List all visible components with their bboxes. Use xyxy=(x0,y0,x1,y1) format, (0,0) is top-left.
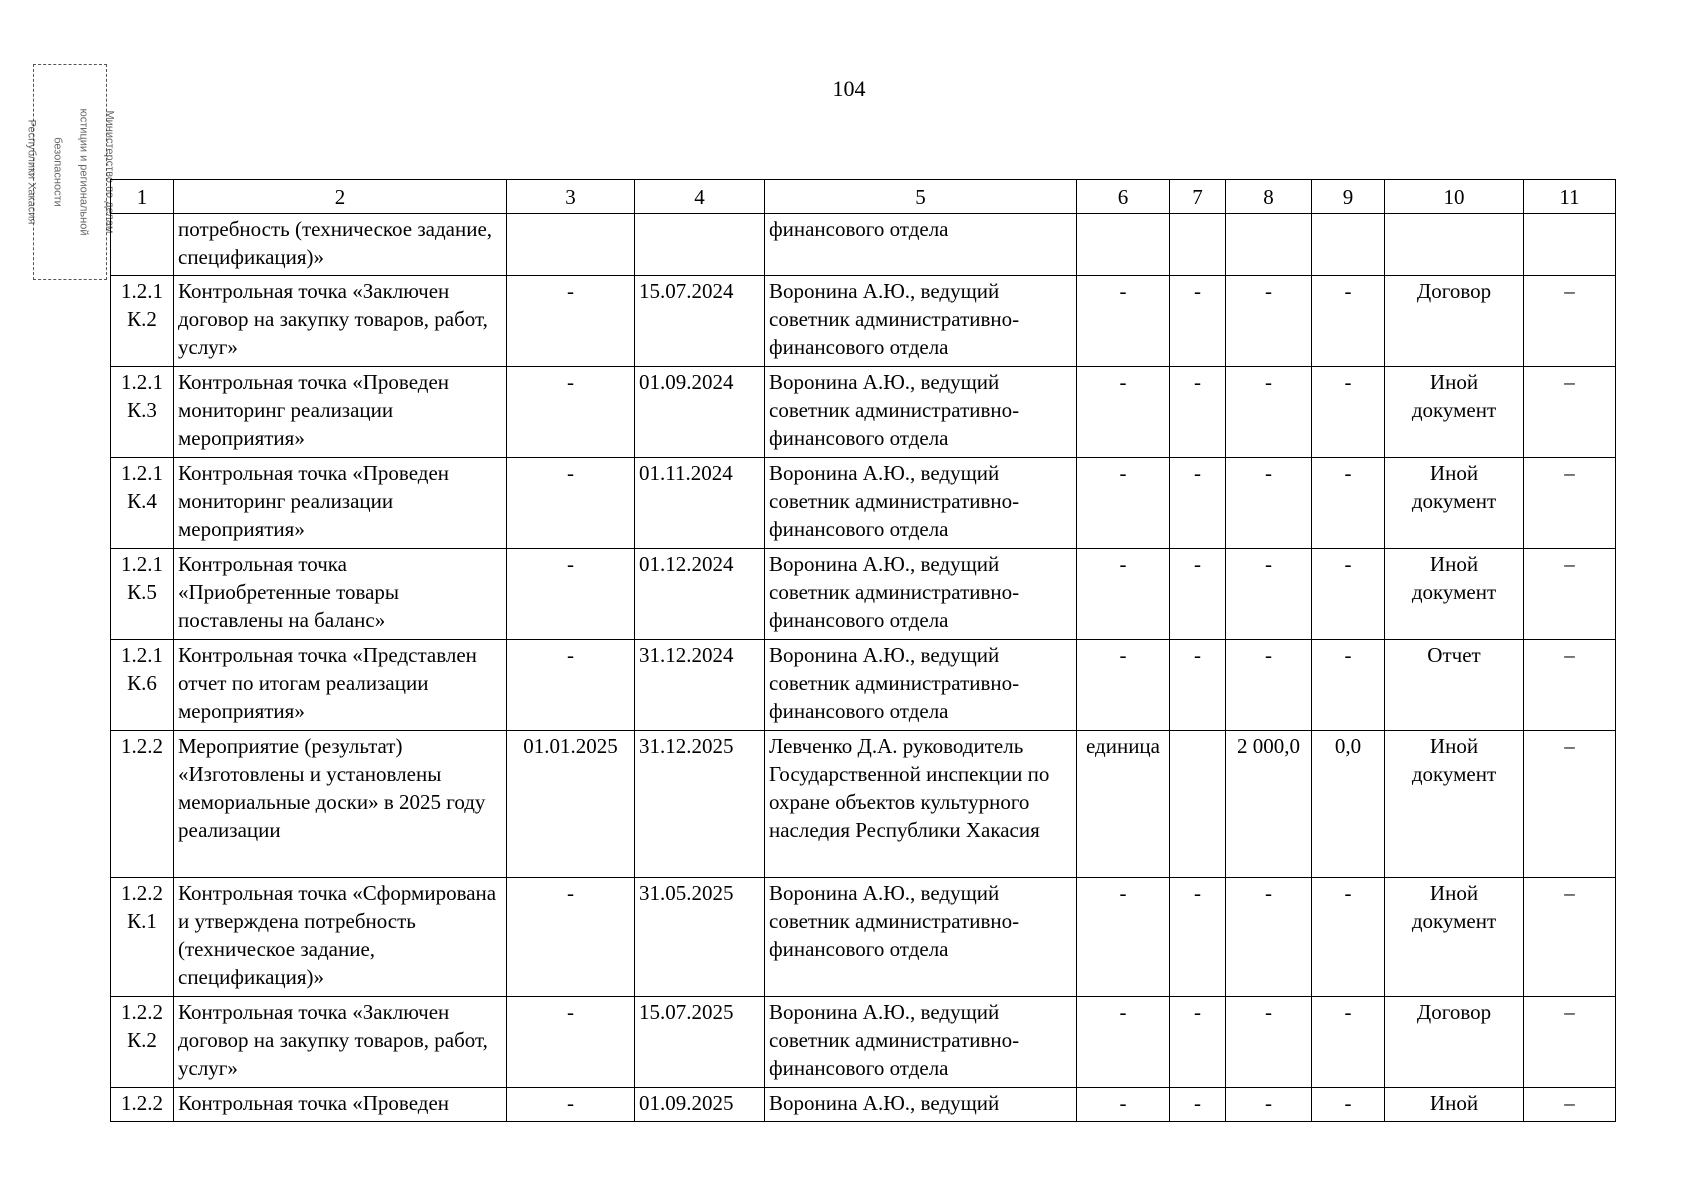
table-cell: – xyxy=(1524,1088,1616,1122)
table-cell: Воронина А.Ю., ведущий советник административно-финансового отдела xyxy=(765,878,1077,997)
table-cell: 1.2.2 xyxy=(111,1088,174,1122)
table-cell: 31.12.2024 xyxy=(635,640,765,731)
table-cell xyxy=(111,214,174,276)
table-cell: - xyxy=(507,1088,635,1122)
column-header: 7 xyxy=(1170,180,1226,214)
column-header: 9 xyxy=(1312,180,1385,214)
column-header: 4 xyxy=(635,180,765,214)
table-cell: 2 000,0 xyxy=(1226,731,1312,878)
table-cell: – xyxy=(1524,731,1616,878)
table-cell: 15.07.2025 xyxy=(635,997,765,1088)
table-cell xyxy=(1170,214,1226,276)
table-cell: 1.2.1 К.4 xyxy=(111,458,174,549)
table-cell: - xyxy=(1226,878,1312,997)
table-cell: - xyxy=(1077,276,1170,367)
table-cell: 1.2.1 К.3 xyxy=(111,367,174,458)
table-cell: - xyxy=(1170,367,1226,458)
table-cell: Контрольная точка «Сформирована и утверждена потребность (техническое задание, спецификация)» xyxy=(174,878,507,997)
table-cell: 1.2.1 К.5 xyxy=(111,549,174,640)
table-cell: - xyxy=(1312,878,1385,997)
table-cell: Контрольная точка «Заключен договор на закупку товаров, работ, услуг» xyxy=(174,276,507,367)
table-cell: - xyxy=(1170,276,1226,367)
table-cell: 01.09.2025 xyxy=(635,1088,765,1122)
table-cell: – xyxy=(1524,276,1616,367)
stamp-line: Министерство по делам xyxy=(103,110,116,234)
table-cell: Контрольная точка «Проведен мониторинг реализации мероприятия» xyxy=(174,367,507,458)
table-cell: Иной документ xyxy=(1385,458,1524,549)
table-cell: - xyxy=(1312,1088,1385,1122)
table-cell: 0,0 xyxy=(1312,731,1385,878)
table-cell: Воронина А.Ю., ведущий советник административно-финансового отдела xyxy=(765,549,1077,640)
table-cell: Левченко Д.А. руководитель Государственной инспекции по охране объектов культурного наследия Республики Хакасия xyxy=(765,731,1077,878)
column-header: 8 xyxy=(1226,180,1312,214)
table-cell: Отчет xyxy=(1385,640,1524,731)
table-cell: - xyxy=(1170,640,1226,731)
table-cell: 01.12.2024 xyxy=(635,549,765,640)
table-row xyxy=(111,1088,1616,1122)
table-cell: - xyxy=(1077,1088,1170,1122)
column-header: 3 xyxy=(507,180,635,214)
plan-table xyxy=(110,179,1616,1122)
table-cell: - xyxy=(1226,1088,1312,1122)
table-row xyxy=(111,458,1616,549)
table-cell: – xyxy=(1524,458,1616,549)
column-header: 5 xyxy=(765,180,1077,214)
table-cell: - xyxy=(1312,367,1385,458)
table-cell: 01.09.2024 xyxy=(635,367,765,458)
table-cell: - xyxy=(1226,549,1312,640)
table-cell: Контрольная точка «Проведен мониторинг реализации мероприятия» xyxy=(174,458,507,549)
table-cell: – xyxy=(1524,367,1616,458)
table-cell: 1.2.1 К.2 xyxy=(111,276,174,367)
table-row xyxy=(111,997,1616,1088)
table-cell: 1.2.2 К.1 xyxy=(111,878,174,997)
table-row xyxy=(111,640,1616,731)
header-row xyxy=(111,180,1616,214)
table-row xyxy=(111,878,1616,997)
table-cell: 31.05.2025 xyxy=(635,878,765,997)
table-cell: Воронина А.Ю., ведущий советник административно-финансового отдела xyxy=(765,276,1077,367)
table-cell: Договор xyxy=(1385,997,1524,1088)
table-cell: - xyxy=(1170,997,1226,1088)
table-cell: - xyxy=(1170,878,1226,997)
table-row xyxy=(111,214,1616,276)
table-cell: - xyxy=(1226,458,1312,549)
table-cell: - xyxy=(1226,367,1312,458)
table-cell: Иной документ xyxy=(1385,367,1524,458)
table-cell: 1.2.2 К.2 xyxy=(111,997,174,1088)
table-cell: - xyxy=(1312,549,1385,640)
table-cell xyxy=(1170,731,1226,878)
table-cell xyxy=(1077,214,1170,276)
table-cell: - xyxy=(507,458,635,549)
table-cell: - xyxy=(507,276,635,367)
table-cell: - xyxy=(507,549,635,640)
table-cell: - xyxy=(1312,276,1385,367)
registration-stamp xyxy=(25,64,116,280)
table-cell: – xyxy=(1524,878,1616,997)
table-cell: 01.01.2025 xyxy=(507,731,635,878)
table-cell: - xyxy=(1077,367,1170,458)
column-header: 11 xyxy=(1524,180,1616,214)
table-row xyxy=(111,276,1616,367)
table-cell: Воронина А.Ю., ведущий советник административно-финансового отдела xyxy=(765,458,1077,549)
table-cell: финансового отдела xyxy=(765,214,1077,276)
table-cell xyxy=(1524,214,1616,276)
table-cell: – xyxy=(1524,640,1616,731)
stamp-line: Республики Хакасия xyxy=(25,119,38,225)
table-row xyxy=(111,367,1616,458)
table-cell: Воронина А.Ю., ведущий советник административно-финансового отдела xyxy=(765,640,1077,731)
table-cell: - xyxy=(1170,549,1226,640)
table-cell: - xyxy=(1077,997,1170,1088)
table-cell: Контрольная точка «Заключен договор на закупку товаров, работ, услуг» xyxy=(174,997,507,1088)
table-cell: - xyxy=(1312,458,1385,549)
table-cell: Контрольная точка «Проведен xyxy=(174,1088,507,1122)
table-cell: – xyxy=(1524,997,1616,1088)
table-cell: Контрольная точка «Представлен отчет по итогам реализации мероприятия» xyxy=(174,640,507,731)
table-cell: Иной документ xyxy=(1385,731,1524,878)
table-cell xyxy=(635,214,765,276)
table-cell xyxy=(1226,214,1312,276)
table-cell: - xyxy=(507,367,635,458)
table-cell: Воронина А.Ю., ведущий советник административно-финансового отдела xyxy=(765,367,1077,458)
table-cell xyxy=(1312,214,1385,276)
table-cell xyxy=(1385,214,1524,276)
table-cell: Мероприятие (результат) «Изготовлены и установлены мемориальные доски» в 2025 году реализации xyxy=(174,731,507,878)
table-cell: 15.07.2024 xyxy=(635,276,765,367)
table-row xyxy=(111,549,1616,640)
page-number: 104 xyxy=(832,76,866,101)
table-cell: - xyxy=(1077,458,1170,549)
table-cell: - xyxy=(1170,1088,1226,1122)
table-cell: потребность (техническое задание, спецификация)» xyxy=(174,214,507,276)
table-cell: - xyxy=(1077,878,1170,997)
table-cell: Контрольная точка «Приобретенные товары поставлены на баланс» xyxy=(174,549,507,640)
table-cell: 01.11.2024 xyxy=(635,458,765,549)
column-header: 1 xyxy=(111,180,174,214)
column-header: 10 xyxy=(1385,180,1524,214)
table-cell: - xyxy=(1226,997,1312,1088)
table-cell: - xyxy=(1170,458,1226,549)
column-header: 2 xyxy=(174,180,507,214)
table-cell: Иной xyxy=(1385,1088,1524,1122)
table-cell: Договор xyxy=(1385,276,1524,367)
table-row xyxy=(111,731,1616,878)
table-cell: 1.2.2 xyxy=(111,731,174,878)
table-cell: 1.2.1 К.6 xyxy=(111,640,174,731)
table-cell: - xyxy=(1226,640,1312,731)
table-cell: - xyxy=(1077,640,1170,731)
table-cell: – xyxy=(1524,549,1616,640)
table-cell: - xyxy=(1077,549,1170,640)
table-cell: Иной документ xyxy=(1385,549,1524,640)
table-cell: 31.12.2025 xyxy=(635,731,765,878)
table-cell: - xyxy=(507,997,635,1088)
table-cell: единица xyxy=(1077,731,1170,878)
table-cell: - xyxy=(1312,997,1385,1088)
table-cell: - xyxy=(507,878,635,997)
stamp-line: юстиции и региональной xyxy=(77,108,90,236)
table-cell: Иной документ xyxy=(1385,878,1524,997)
table-cell: - xyxy=(507,640,635,731)
stamp-line: безопасности xyxy=(51,137,64,207)
table-cell: Воронина А.Ю., ведущий советник административно-финансового отдела xyxy=(765,997,1077,1088)
table-cell xyxy=(507,214,635,276)
column-header: 6 xyxy=(1077,180,1170,214)
table-cell: - xyxy=(1312,640,1385,731)
table-cell: Воронина А.Ю., ведущий xyxy=(765,1088,1077,1122)
table-cell: - xyxy=(1226,276,1312,367)
